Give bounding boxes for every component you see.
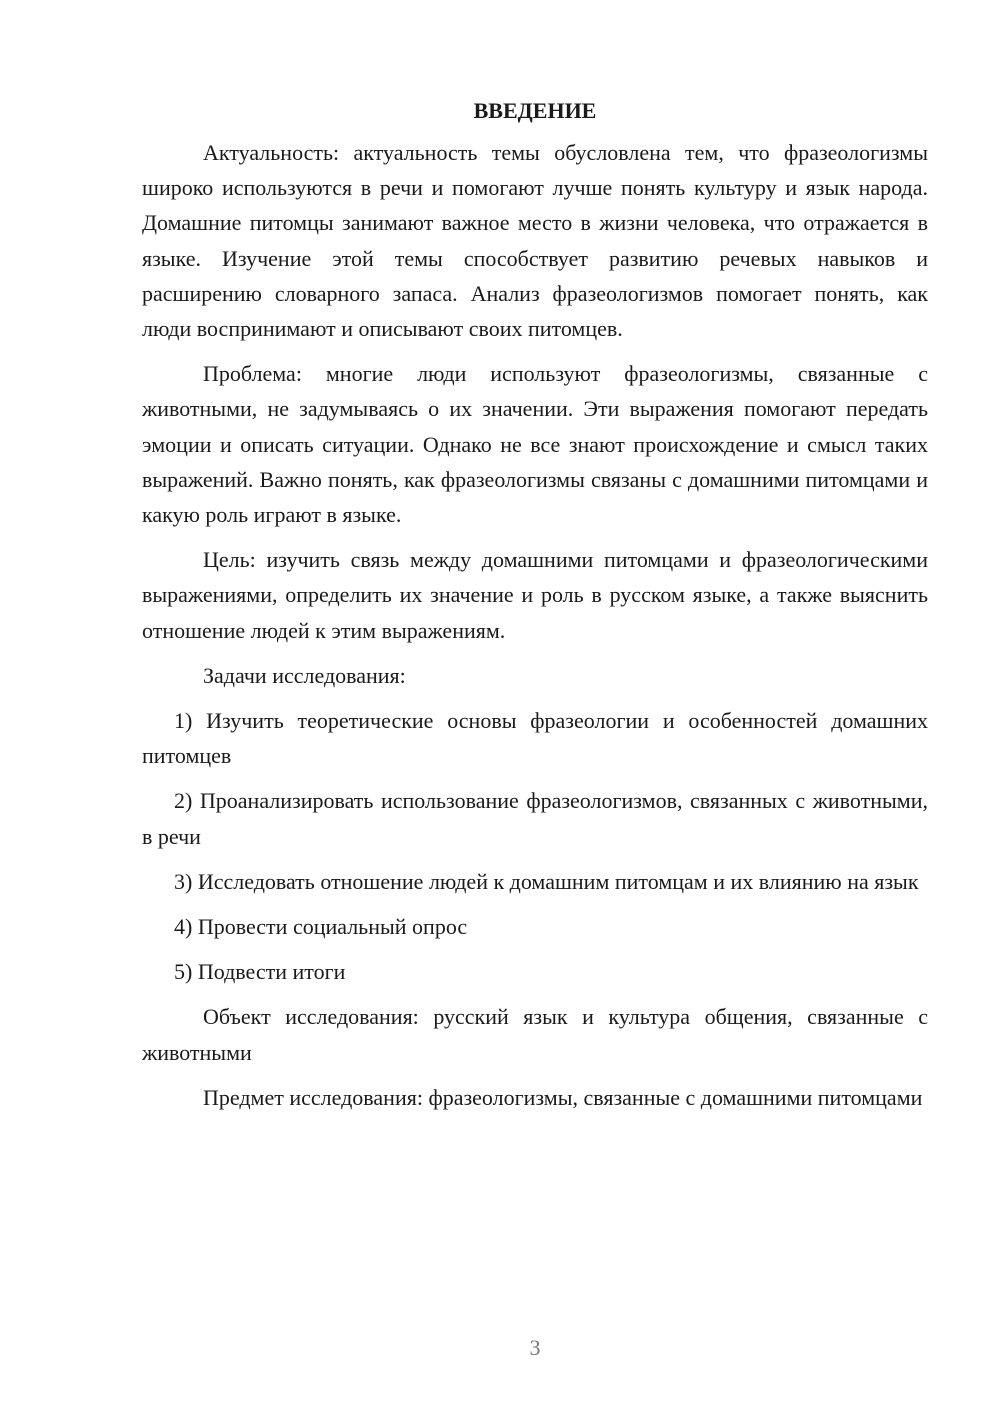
page-number: 3: [529, 1335, 541, 1360]
page-content: [142, 93, 928, 1115]
task-item-2: 2) Проанализировать использование фразеологизмов, связанных с животными, в речи: [142, 788, 928, 849]
task-item-1: 1) Изучить теоретические основы фразеологии и особенностей домашних питомцев: [142, 708, 928, 769]
section-heading: ВВЕДЕНИЕ: [473, 98, 597, 123]
tasks-intro: Задачи исследования:: [203, 662, 406, 688]
subject-paragraph: Предмет исследования: фразеологизмы, связанные с домашними питомцами: [203, 1084, 923, 1110]
goal-paragraph: Цель: изучить связь между домашними питомцами и фразеологическими выражениями, определить их значение и роль в русском языке, а также выяснить отношение людей к этим выражениям.: [142, 547, 928, 643]
relevance-paragraph: Актуальность: актуальность темы обусловлена тем, что фразеологизмы широко используются в речи и помогают лучше понять культуру и язык народа. Домашние питомцы занимают важное место в жизни человека, что отражается в языке. Изучение этой темы способствует развитию речевых навыков и расширению словарного запаса. Анализ фразеологизмов помогает понять, как люди воспринимают и описывают своих питомцев.: [142, 140, 928, 342]
problem-paragraph: Проблема: многие люди используют фразеологизмы, связанные с животными, не задумываясь о их значении. Эти выражения помогают передать эмоции и описать ситуации. Однако не все знают происхождение и смысл таких выражений. Важно понять, как фразеологизмы связаны с домашними питомцами и какую роль играют в языке.: [142, 361, 928, 528]
task-item-3: 3) Исследовать отношение людей к домашним питомцам и их влиянию на язык: [174, 868, 919, 894]
task-item-4: 4) Провести социальный опрос: [174, 914, 468, 940]
object-paragraph: Объект исследования: русский язык и культура общения, связанные с животными: [142, 1004, 928, 1065]
task-item-5: 5) Подвести итоги: [174, 959, 346, 985]
